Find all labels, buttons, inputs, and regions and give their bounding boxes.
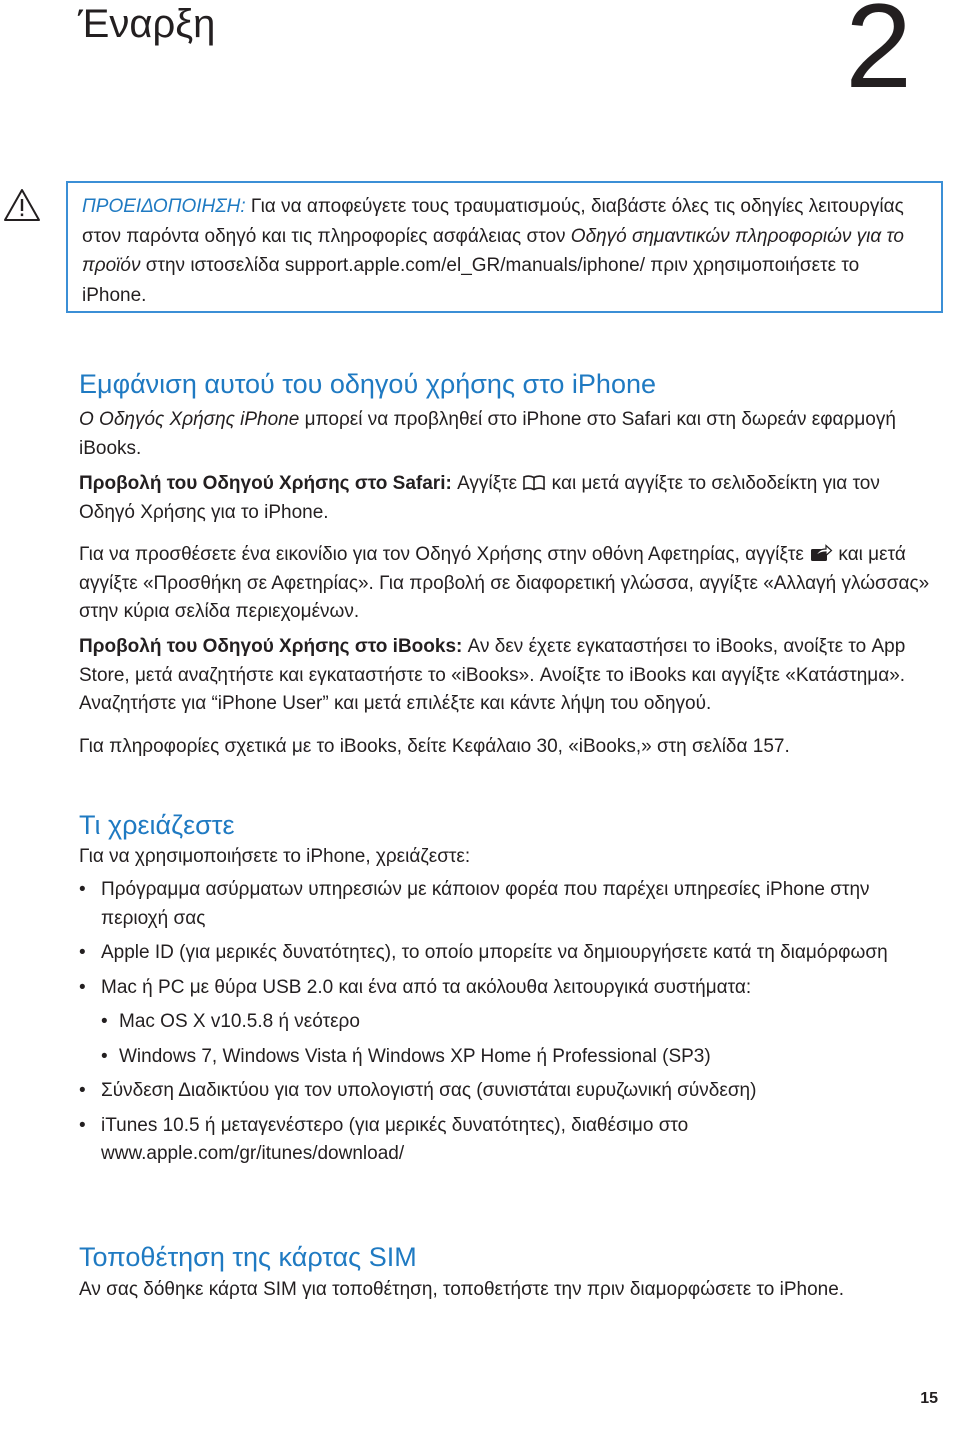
ibooks-instructions-text: Αν δεν έχετε εγκαταστήσει το iBooks, ανοίξτε το App Store, μετά αναζητήστε και εγκαταστήστε το «iBooks». Ανοίξτε το iBooks και αγγίξτε «Κατάστημα». Αναζητήστε για “iPhone User” και μετά επιλέξτε και κάντε λήψη του οδηγού. xyxy=(79,636,906,714)
section-heading-requirements: Τι χρειάζεστε xyxy=(79,810,235,840)
sublist-item: • Windows 7, Windows Vista ή Windows XP Home ή Professional (SP3) xyxy=(101,1043,939,1072)
user-guide-title: Ο Οδηγός Χρήσης iPhone xyxy=(79,409,300,430)
ibooks-reference-paragraph: Για πληροφορίες σχετικά με το iBooks, δείτε Κεφάλαιο 30, «iBooks,» στη σελίδα 157. xyxy=(79,736,790,757)
home-icon-text-before: Για να προσθέσετε ένα εικονίδιο για τον Οδηγό Χρήσης στην οθόνη Αφετηρίας, αγγίξτε xyxy=(79,544,810,565)
warning-text-2: στην ιστοσελίδα support.apple.com/el_GR/manuals/iphone/ πριν χρησιμοποιήσετε το iPhone. xyxy=(82,255,860,306)
list-item-text: Mac ή PC με θύρα USB 2.0 και ένα από τα ακόλουθα λειτουργικά συστήματα: xyxy=(101,976,752,998)
safari-instructions-label: Προβολή του Οδηγού Χρήσης στο Safari: xyxy=(79,473,452,494)
list-item: • Πρόγραμμα ασύρματων υπηρεσιών με κάποιον φορέα που παρέχει υπηρεσίες iPhone στην περιοχή σας xyxy=(79,876,939,933)
bookmarks-book-icon xyxy=(522,474,546,492)
home-screen-icon-paragraph xyxy=(79,541,939,627)
safari-text-after: και μετά αγγίξτε το σελιδοδείκτη για τον Οδηγό Χρήσης για το iPhone. xyxy=(79,473,880,523)
list-item: • Apple ID (για μερικές δυνατότητες), το οποίο μπορείτε να δημιουργήσετε κατά τη διαμόρφωση xyxy=(79,939,939,968)
chapter-title: Έναρξη xyxy=(78,2,216,46)
warning-box xyxy=(66,181,943,313)
warning-text-1: Για να αποφεύγετε τους τραυματισμούς, διαβάστε όλες τις οδηγίες λειτουργίας στον παρόντα οδηγό και τις πληροφορίες ασφάλειας στον xyxy=(82,196,904,247)
requirements-intro: Για να χρησιμοποιήσετε το iPhone, χρειάζεστε: xyxy=(79,846,471,867)
chapter-number: 2 xyxy=(845,0,912,113)
warning-label: ΠΡΟΕΙΔΟΠΟΙΗΣΗ: xyxy=(82,196,246,217)
list-item: • iTunes 10.5 ή μεταγενέστερο (για μερικές δυνατότητες), διαθέσιμο στο www.apple.com/gr/itunes/download/ xyxy=(79,1112,939,1169)
ibooks-instructions-label: Προβολή του Οδηγού Χρήσης στο iBooks: xyxy=(79,636,463,657)
list-item: • Σύνδεση Διαδικτύου για τον υπολογιστή σας (συνιστάται ευρυζωνική σύνδεση) xyxy=(79,1077,939,1106)
sublist-item: • Mac OS X v10.5.8 ή νεότερο xyxy=(101,1008,939,1037)
warning-triangle-icon xyxy=(3,188,41,222)
os-sublist xyxy=(101,1008,939,1071)
section-heading-view-guide: Εμφάνιση αυτού του οδηγού χρήσης στο iPhone xyxy=(79,369,656,399)
safety-guide-title: Οδηγό σημαντικών πληροφοριών για το προϊόν xyxy=(82,225,904,276)
view-guide-text: μπορεί να προβληθεί στο iPhone στο Safari και στη δωρεάν εφαρμογή iBooks. xyxy=(79,409,896,459)
page-number: 15 xyxy=(920,1390,938,1407)
requirements-list xyxy=(79,876,939,1175)
sim-paragraph: Αν σας δόθηκε κάρτα SIM για τοποθέτηση, τοποθετήστε την πριν διαμορφώσετε το iPhone. xyxy=(79,1279,845,1300)
safari-text-before: Αγγίξτε xyxy=(451,473,523,494)
safari-instructions xyxy=(79,470,939,527)
list-item xyxy=(79,974,939,1072)
home-icon-text-after: και μετά αγγίξτε «Προσθήκη σε Αφετηρίας». Για προβολή σε διαφορετική γλώσσα, αγγίξτε «Αλλαγή γλώσσας» στην κύρια σελίδα περιεχομένων. xyxy=(79,544,930,622)
view-guide-paragraph xyxy=(79,406,939,463)
section-heading-sim: Τοποθέτηση της κάρτας SIM xyxy=(79,1242,417,1272)
ibooks-instructions xyxy=(79,633,939,719)
share-action-icon xyxy=(809,543,833,563)
